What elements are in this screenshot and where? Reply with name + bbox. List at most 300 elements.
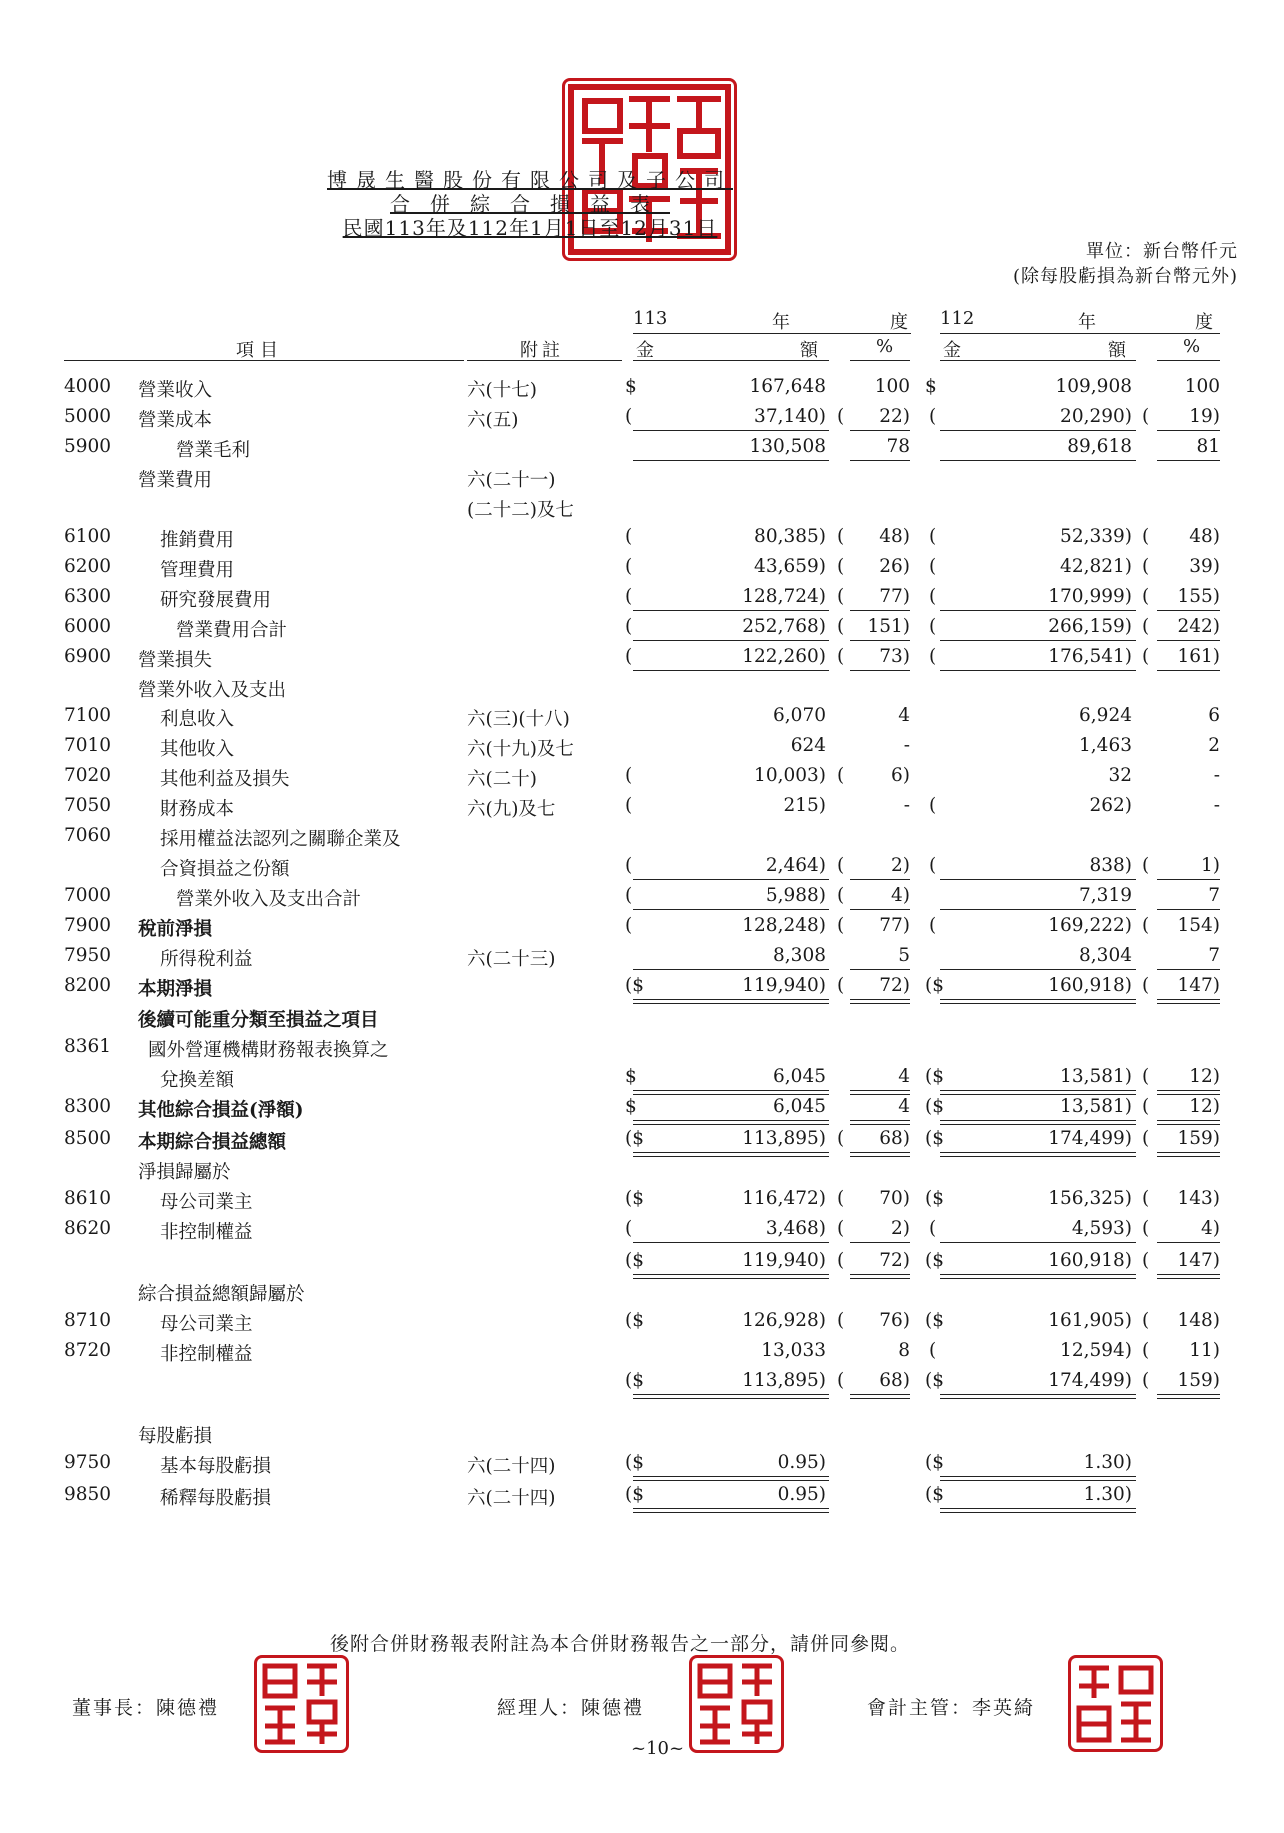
pct-112-underline (1157, 1274, 1220, 1279)
amount-112-header-rule (940, 360, 1136, 361)
amount-113: 6,045 (773, 1066, 826, 1087)
pct-112-prefix: ( (1142, 1370, 1150, 1391)
amount-113-prefix: ( (625, 885, 633, 906)
amount-112-prefix: ( (929, 556, 937, 577)
amount-113-prefix: ( (625, 526, 633, 547)
amount-112-underline (940, 1120, 1136, 1125)
amount-112-underline (940, 999, 1136, 1004)
manager-signature: 經理人：陳德禮 (497, 1697, 645, 1719)
amount-112: 109,908 (1055, 376, 1132, 397)
statement-row (0, 556, 1284, 586)
item-header-rule (64, 360, 464, 361)
pct-112-underline (1157, 879, 1220, 880)
pct-112: 154) (1177, 915, 1220, 936)
note-reference: 六(二十一) (467, 470, 556, 491)
account-code: 6900 (64, 646, 112, 667)
line-item: 管理費用 (160, 560, 235, 581)
amount-112-prefix: ($ (925, 1484, 944, 1505)
account-code: 7010 (64, 735, 112, 756)
pct-113-prefix: ( (837, 1250, 845, 1271)
amount-113-prefix: ($ (625, 1484, 644, 1505)
pct-113: 73) (879, 646, 910, 667)
amount-112-underline (940, 670, 1136, 671)
line-item: 營業收入 (138, 380, 213, 401)
amount-113: 8,308 (773, 945, 826, 966)
amount-112-underline (940, 1242, 1136, 1243)
pct-113: 4) (891, 885, 910, 906)
pct-113-underline (850, 909, 910, 910)
pct-112: 11) (1189, 1340, 1220, 1361)
pct-113-prefix: ( (837, 885, 845, 906)
amount-112: 4,593) (1071, 1218, 1132, 1239)
pct-113-underline (850, 1152, 910, 1157)
pct-112-underline (1157, 999, 1220, 1004)
account-code: 7100 (64, 705, 112, 726)
amount-112: 174,499) (1048, 1370, 1132, 1391)
amount-112: 12,594) (1060, 1340, 1132, 1361)
pct-113-underline (850, 460, 910, 461)
pct-112: 242) (1177, 616, 1220, 637)
statement-row (0, 616, 1284, 646)
pct-113-prefix: ( (837, 1218, 845, 1239)
amount-113-underline (633, 1152, 829, 1157)
line-item: 本期淨損 (138, 979, 213, 1000)
amount-112: 89,618 (1067, 436, 1132, 457)
pct-113-underline (850, 640, 910, 641)
account-code: 7900 (64, 915, 112, 936)
line-item: 基本每股虧損 (160, 1456, 272, 1477)
account-code: 6200 (64, 556, 112, 577)
line-item: 綜合損益總額歸屬於 (138, 1284, 305, 1305)
pct-112-underline (1157, 610, 1220, 611)
account-code: 7050 (64, 795, 112, 816)
amount-113: 126,928) (742, 1310, 826, 1331)
amount-112-prefix: ( (929, 616, 937, 637)
amount-113: 119,940) (742, 1250, 826, 1271)
line-item: 營業毛利 (176, 440, 251, 461)
amount-113-prefix: ( (625, 795, 633, 816)
pct-112: 161) (1177, 646, 1220, 667)
statement-row (0, 406, 1284, 436)
amount-113: 6,070 (773, 705, 826, 726)
pct-112: - (1213, 765, 1220, 786)
amount-112-prefix: ($ (925, 1066, 944, 1087)
statement-row (0, 1188, 1284, 1218)
statement-row (0, 376, 1284, 406)
amount-113-underline (633, 670, 829, 671)
line-item: 利息收入 (160, 709, 235, 730)
note-reference: 六(九)及七 (467, 799, 556, 820)
col-amount-112-a: 金 (943, 340, 961, 361)
amount-112-underline (940, 430, 1136, 431)
line-item: 其他利益及損失 (160, 769, 290, 790)
amount-113: 113,895) (742, 1128, 826, 1149)
pct-113: 68) (879, 1370, 910, 1391)
pct-113: 22) (879, 406, 910, 427)
pct-113: 4 (898, 1066, 910, 1087)
pct-113-underline (850, 1242, 910, 1243)
account-code: 6300 (64, 586, 112, 607)
statement-row (0, 855, 1284, 885)
pct-112-underline (1157, 1394, 1220, 1399)
pct-113-prefix: ( (837, 975, 845, 996)
amount-112: 266,159) (1048, 616, 1132, 637)
note-header-rule (467, 360, 622, 361)
note-reference: 六(十七) (467, 380, 537, 401)
amount-112: 160,918) (1048, 1250, 1132, 1271)
statement-row (0, 1036, 1284, 1066)
amount-113-prefix: ($ (625, 1188, 644, 1209)
amount-112-prefix: ($ (925, 1188, 944, 1209)
account-code: 5000 (64, 406, 112, 427)
amount-112-prefix: ( (929, 586, 937, 607)
year-113-label: 年 (772, 312, 790, 333)
note-reference: 六(五) (467, 410, 519, 431)
amount-113-underline (633, 1274, 829, 1279)
pct-112: 147) (1177, 1250, 1220, 1271)
pct-112: 100 (1184, 376, 1220, 397)
amount-112: 161,905) (1048, 1310, 1132, 1331)
amount-112: 20,290) (1060, 406, 1132, 427)
pct-113-underline (850, 610, 910, 611)
pct-112-underline (1157, 640, 1220, 641)
pct-113: 72) (879, 1250, 910, 1271)
pct-113: 77) (879, 586, 910, 607)
pct-113-prefix: ( (837, 855, 845, 876)
note-reference: 六(二十) (467, 769, 537, 790)
statement-row (0, 586, 1284, 616)
amount-113: 624 (790, 735, 826, 756)
pct-113-prefix: ( (837, 1310, 845, 1331)
amount-113-prefix: ($ (625, 1452, 644, 1473)
unit-label: 單位：新台幣仟元 (1086, 241, 1238, 262)
amount-112: 52,339) (1060, 526, 1132, 547)
amount-112: 13,581) (1060, 1066, 1132, 1087)
col-item: 項目 (236, 340, 284, 361)
statement-row (0, 1250, 1284, 1280)
pct-113-prefix: ( (837, 1370, 845, 1391)
amount-112: 262) (1089, 795, 1132, 816)
pct-112: 19) (1189, 406, 1220, 427)
pct-112-underline (1157, 1242, 1220, 1243)
pct-112-prefix: ( (1142, 855, 1150, 876)
note-reference: 六(二十三) (467, 949, 556, 970)
unit-note: (除每股虧損為新台幣元外) (1012, 266, 1238, 287)
pct-113: 26) (879, 556, 910, 577)
amount-113-prefix: ( (625, 406, 633, 427)
amount-113: 37,140) (754, 406, 826, 427)
line-item: 營業成本 (138, 410, 213, 431)
statement-row (0, 975, 1284, 1005)
pct-112: 4) (1201, 1218, 1220, 1239)
amount-113-prefix: ( (625, 646, 633, 667)
pct-113: 151) (867, 616, 910, 637)
statement-row (0, 825, 1284, 855)
amount-112-underline (940, 1152, 1136, 1157)
amount-112: 1.30) (1083, 1484, 1132, 1505)
amount-113: 3,468) (765, 1218, 826, 1239)
account-code: 9750 (64, 1452, 112, 1473)
pct-112-prefix: ( (1142, 1340, 1150, 1361)
amount-112: 42,821) (1060, 556, 1132, 577)
amount-113-underline (633, 1090, 829, 1095)
amount-112: 6,924 (1079, 705, 1132, 726)
amount-112-prefix: ( (929, 915, 937, 936)
amount-113-underline (633, 610, 829, 611)
pct-113-prefix: ( (837, 765, 845, 786)
amount-113-underline (633, 999, 829, 1004)
amount-113-prefix: ($ (625, 1310, 644, 1331)
account-code: 8300 (64, 1096, 112, 1117)
pct-112: 147) (1177, 975, 1220, 996)
amount-112-underline (940, 879, 1136, 880)
statement-row (0, 945, 1284, 975)
amount-112: 1.30) (1083, 1452, 1132, 1473)
amount-113-header-rule (633, 360, 829, 361)
col-amount-112-b: 額 (1108, 340, 1126, 361)
pct-113-prefix: ( (837, 556, 845, 577)
amount-112-underline (940, 1090, 1136, 1095)
statement-row (0, 1452, 1284, 1482)
statement-row (0, 735, 1284, 765)
amount-113-prefix: ( (625, 765, 633, 786)
pct-113-underline (850, 1120, 910, 1125)
pct-112-prefix: ( (1142, 526, 1150, 547)
account-code: 8200 (64, 975, 112, 996)
statement-row (0, 1066, 1284, 1096)
statement-row (0, 1340, 1284, 1370)
amount-113: 113,895) (742, 1370, 826, 1391)
chairman-seal (254, 1655, 349, 1753)
amount-113-prefix: ( (625, 586, 633, 607)
amount-112-prefix: ($ (925, 1096, 944, 1117)
amount-113-prefix: ($ (625, 975, 644, 996)
amount-113: 122,260) (742, 646, 826, 667)
amount-113-prefix: ( (625, 556, 633, 577)
amount-113-prefix: $ (625, 1066, 637, 1087)
amount-112: 174,499) (1048, 1128, 1132, 1149)
amount-113: 0.95) (777, 1484, 826, 1505)
amount-113-underline (633, 640, 829, 641)
amount-113-prefix: ($ (625, 1250, 644, 1271)
pct-112: 143) (1177, 1188, 1220, 1209)
amount-113-prefix: $ (625, 1096, 637, 1117)
line-item: 非控制權益 (160, 1344, 253, 1365)
accountant-signature: 會計主管：李英綺 (867, 1697, 1036, 1719)
pct-112-prefix: ( (1142, 1250, 1150, 1271)
amount-112: 170,999) (1048, 586, 1132, 607)
statement-period: 民國113年及112年1月1日至12月31日 (342, 216, 718, 240)
amount-113: 252,768) (742, 616, 826, 637)
pct-112: 1) (1201, 855, 1220, 876)
amount-112: 156,325) (1048, 1188, 1132, 1209)
pct-112-underline (1157, 1152, 1220, 1157)
pct-112-underline (1157, 460, 1220, 461)
statement-row (0, 1310, 1284, 1340)
statement-row (0, 646, 1284, 676)
amount-113-underline (633, 1508, 829, 1513)
line-item: 淨損歸屬於 (138, 1162, 231, 1183)
pct-113: 6) (891, 765, 910, 786)
pct-113-prefix: ( (837, 646, 845, 667)
pct-113-prefix: ( (837, 1128, 845, 1149)
amount-112: 7,319 (1079, 885, 1132, 906)
statement-row (0, 496, 1284, 526)
pct-113-prefix: ( (837, 1188, 845, 1209)
line-item: 兌換差額 (160, 1070, 235, 1091)
account-code: 8500 (64, 1128, 112, 1149)
statement-row (0, 885, 1284, 915)
line-item: 營業外收入及支出合計 (176, 889, 362, 910)
line-item: 非控制權益 (160, 1222, 253, 1243)
pct-113: 4 (898, 705, 910, 726)
amount-112-prefix: ($ (925, 1250, 944, 1271)
pct-113: 68) (879, 1128, 910, 1149)
line-item: 後續可能重分類至損益之項目 (138, 1010, 379, 1031)
line-item: 其他綜合損益(淨額) (138, 1100, 304, 1121)
account-code: 7950 (64, 945, 112, 966)
amount-113: 130,508 (749, 436, 826, 457)
amount-112-underline (940, 969, 1136, 970)
amount-112: 160,918) (1048, 975, 1132, 996)
pct-112-prefix: ( (1142, 1096, 1150, 1117)
amount-113: 119,940) (742, 975, 826, 996)
pct-112: 7 (1208, 885, 1220, 906)
line-item: 所得稅利益 (160, 949, 253, 970)
statement-row (0, 1096, 1284, 1126)
line-item: 本期綜合損益總額 (138, 1132, 287, 1153)
pct-112-header-rule (1157, 360, 1220, 361)
amount-112-prefix: ( (929, 1218, 937, 1239)
pct-113: 72) (879, 975, 910, 996)
pct-113: 8 (898, 1340, 910, 1361)
amount-113-underline (633, 879, 829, 880)
statement-row (0, 1280, 1284, 1310)
year-113-rule (633, 333, 911, 334)
amount-112-underline (940, 640, 1136, 641)
pct-113-prefix: ( (837, 616, 845, 637)
pct-113: 48) (879, 526, 910, 547)
pct-113-underline (850, 1394, 910, 1399)
pct-112: 39) (1189, 556, 1220, 577)
pct-112-prefix: ( (1142, 646, 1150, 667)
statement-row (0, 1484, 1284, 1514)
amount-112-prefix: $ (925, 376, 937, 397)
statement-row (0, 1370, 1284, 1400)
amount-113: 80,385) (754, 526, 826, 547)
pct-113-underline (850, 670, 910, 671)
pct-112: 159) (1177, 1370, 1220, 1391)
accountant-seal (1068, 1655, 1163, 1752)
pct-112-prefix: ( (1142, 616, 1150, 637)
pct-112: 7 (1208, 945, 1220, 966)
amount-112-underline (940, 1394, 1136, 1399)
amount-113-underline (633, 460, 829, 461)
amount-113: 128,248) (742, 915, 826, 936)
amount-113: 128,724) (742, 586, 826, 607)
chairman-signature: 董事長：陳德禮 (72, 1697, 220, 1719)
amount-112: 13,581) (1060, 1096, 1132, 1117)
statement-row (0, 1422, 1284, 1452)
amount-112-underline (940, 610, 1136, 611)
line-item: 採用權益法認列之關聯企業及 (160, 829, 401, 850)
pct-113: 70) (879, 1188, 910, 1209)
account-code: 7060 (64, 825, 112, 846)
statement-row (0, 705, 1284, 735)
line-item: 研究發展費用 (160, 590, 272, 611)
company-name: 博晟生醫股份有限公司及子公司 (327, 168, 733, 192)
pct-113-underline (850, 879, 910, 880)
manager-seal (689, 1655, 784, 1753)
pct-113: 2) (891, 855, 910, 876)
pct-113: 78 (886, 436, 910, 457)
amount-112-prefix: ($ (925, 1452, 944, 1473)
statement-row (0, 436, 1284, 466)
note-reference: 六(十九)及七 (467, 739, 574, 760)
pct-113-prefix: ( (837, 526, 845, 547)
statement-row (0, 1128, 1284, 1158)
pct-112: 155) (1177, 586, 1220, 607)
pct-113: 100 (874, 376, 910, 397)
pct-113-underline (850, 999, 910, 1004)
amount-112-prefix: ( (929, 406, 937, 427)
pct-112-prefix: ( (1142, 586, 1150, 607)
amount-113-prefix: ($ (625, 1370, 644, 1391)
account-code: 5900 (64, 436, 112, 457)
pct-112: 48) (1189, 526, 1220, 547)
year-113-degree: 度 (890, 312, 908, 333)
account-code: 8720 (64, 1340, 112, 1361)
amount-112-prefix: ($ (925, 1128, 944, 1149)
pct-112: 159) (1177, 1128, 1220, 1149)
pct-112: 12) (1189, 1096, 1220, 1117)
statement-row (0, 526, 1284, 556)
pct-112-prefix: ( (1142, 1310, 1150, 1331)
pct-112: 2 (1208, 735, 1220, 756)
amount-112-prefix: ( (929, 646, 937, 667)
amount-113-underline (633, 969, 829, 970)
line-item: 稀釋每股虧損 (160, 1488, 272, 1509)
statement-row (0, 1158, 1284, 1188)
statement-row (0, 1006, 1284, 1036)
amount-112-underline (940, 1476, 1136, 1481)
amount-112: 176,541) (1048, 646, 1132, 667)
pct-113: 2) (891, 1218, 910, 1239)
account-code: 6100 (64, 526, 112, 547)
amount-112-prefix: ( (929, 795, 937, 816)
line-item: 營業費用 (138, 470, 213, 491)
amount-113-underline (633, 430, 829, 431)
pct-113-underline (850, 1274, 910, 1279)
pct-112-prefix: ( (1142, 1128, 1150, 1149)
pct-112: 6 (1208, 705, 1220, 726)
amount-113: 10,003) (754, 765, 826, 786)
amount-113: 43,659) (754, 556, 826, 577)
page-number: ~10~ (631, 1738, 685, 1759)
account-code: 7020 (64, 765, 112, 786)
amount-112: 8,304 (1079, 945, 1132, 966)
pct-113-header-rule (850, 360, 910, 361)
line-item: 營業損失 (138, 650, 213, 671)
pct-112: - (1213, 795, 1220, 816)
amount-113-underline (633, 909, 829, 910)
amount-113-underline (633, 1242, 829, 1243)
pct-112-prefix: ( (1142, 406, 1150, 427)
pct-113-prefix: ( (837, 915, 845, 936)
line-item: 每股虧損 (138, 1426, 213, 1447)
pct-112-prefix: ( (1142, 915, 1150, 936)
amount-113: 116,472) (742, 1188, 826, 1209)
